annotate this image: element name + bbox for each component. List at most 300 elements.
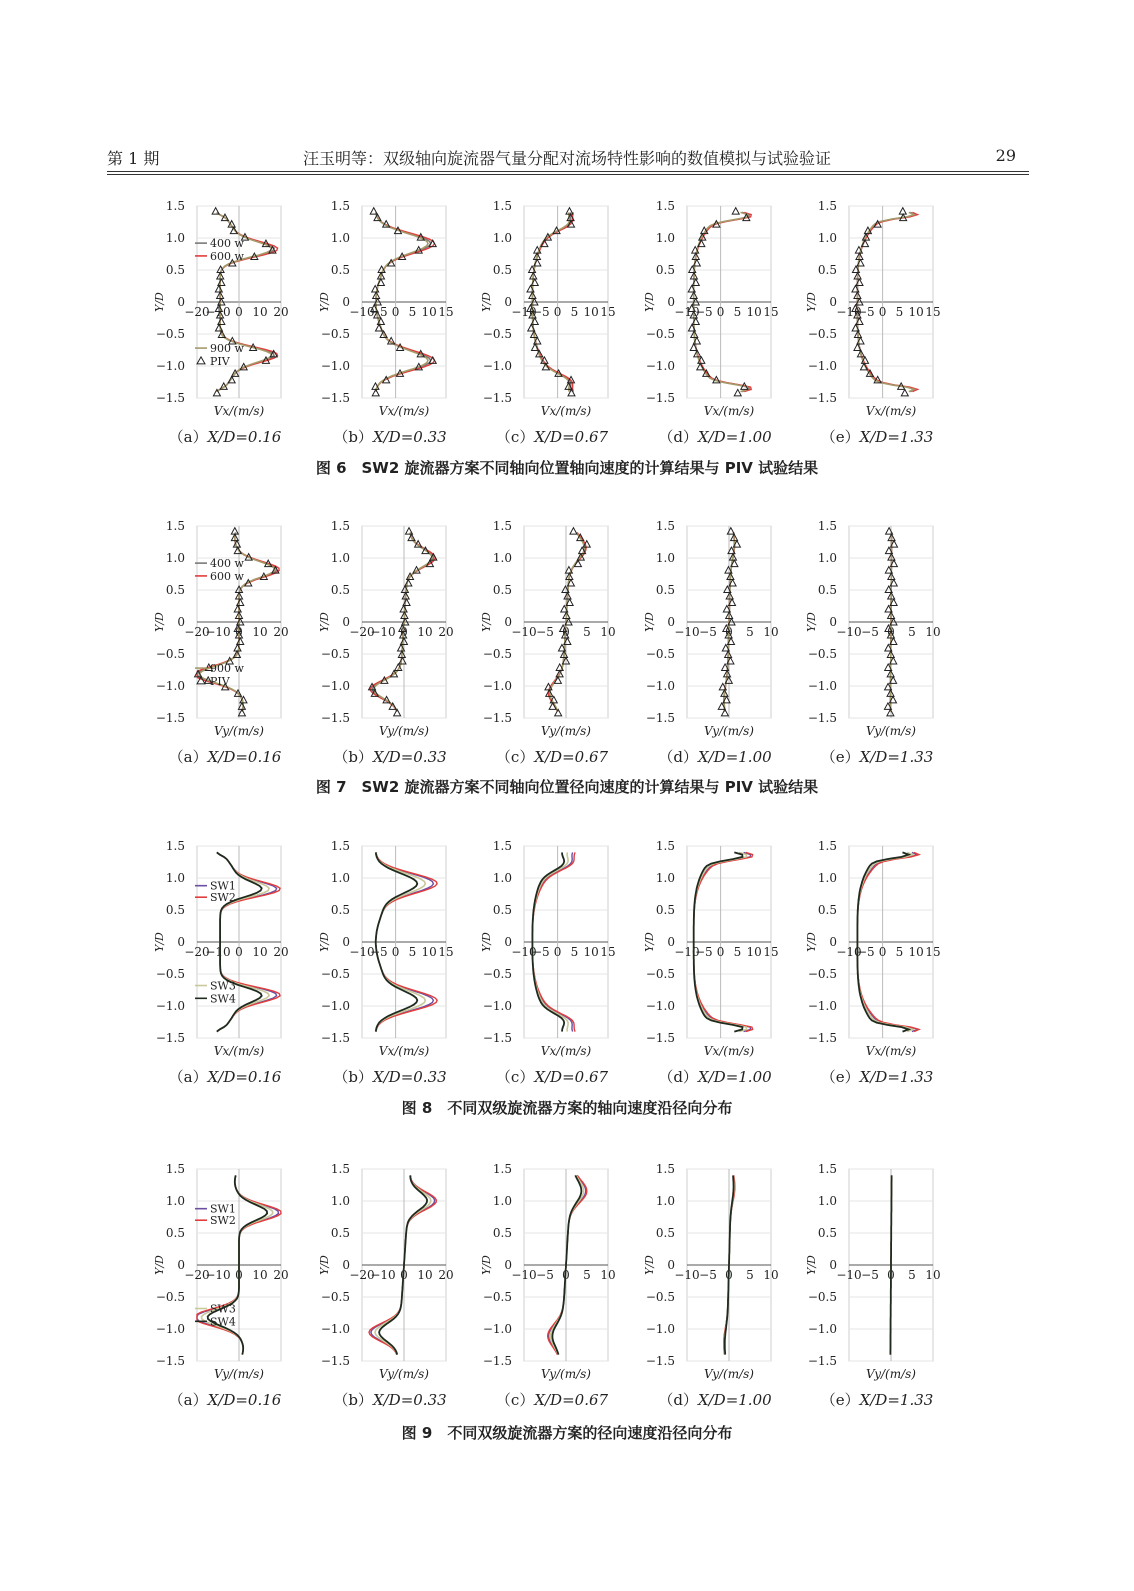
y-tick-label: 1.0 xyxy=(492,871,512,885)
x-tick-label: 0 xyxy=(878,305,887,319)
x-axis-label: Vy/(m/s) xyxy=(214,1367,264,1381)
x-tick-label: 15 xyxy=(438,305,454,319)
legend-label: SW1 xyxy=(210,879,236,893)
x-tick-label: 10 xyxy=(600,1268,616,1282)
y-tick-label: 1.5 xyxy=(492,839,512,853)
x-tick-label: 20 xyxy=(273,1268,289,1282)
x-tick-label: 20 xyxy=(438,625,454,639)
y-tick-label: −0.5 xyxy=(807,967,837,981)
x-tick-label: 0 xyxy=(553,945,562,959)
y-tick-label: 1.0 xyxy=(330,1194,350,1208)
piv-marker xyxy=(570,528,577,535)
y-tick-label: −1.0 xyxy=(482,359,512,373)
x-tick-label: 5 xyxy=(583,1268,591,1282)
x-tick-label: 5 xyxy=(733,305,742,319)
y-axis-label: Y/D xyxy=(643,1255,656,1275)
x-tick-label: 10 xyxy=(583,945,599,959)
y-tick-label: −0.5 xyxy=(320,327,350,341)
subplot-caption: （d）X/D=1.00 xyxy=(658,1391,772,1409)
x-tick-label: 0 xyxy=(725,625,733,639)
x-tick-label: −10 xyxy=(205,625,231,639)
y-tick-label: 0.5 xyxy=(492,583,512,597)
y-tick-label: 1.5 xyxy=(817,199,837,213)
figure-8-caption: 图 8 不同双级旋流器方案的轴向速度沿径向分布 xyxy=(401,1099,733,1117)
y-tick-label: −0.5 xyxy=(645,647,675,661)
y-tick-label: 1.0 xyxy=(492,1194,512,1208)
x-tick-label: −20 xyxy=(184,1268,210,1282)
panel-c xyxy=(480,839,616,1086)
x-tick-label: −20 xyxy=(349,1268,375,1282)
y-tick-label: 0.5 xyxy=(330,903,350,917)
x-tick-label: −10 xyxy=(836,625,862,639)
y-tick-label: 0 xyxy=(342,615,350,629)
x-tick-label: −5 xyxy=(694,305,713,319)
panel-b xyxy=(318,519,454,766)
legend-label: SW2 xyxy=(210,1214,236,1228)
x-axis-label: Vy/(m/s) xyxy=(541,724,591,738)
y-tick-label: 0 xyxy=(177,615,185,629)
panel-c xyxy=(480,519,616,766)
x-tick-label: 20 xyxy=(273,625,289,639)
y-tick-label: −0.5 xyxy=(155,1290,185,1304)
panel-e xyxy=(805,199,941,446)
x-tick-label: 0 xyxy=(716,945,725,959)
x-tick-label: −10 xyxy=(205,945,231,959)
x-tick-label: −20 xyxy=(184,305,210,319)
x-tick-label: −5 xyxy=(699,1268,717,1282)
x-tick-label: −10 xyxy=(511,625,537,639)
y-tick-label: −1.5 xyxy=(155,1354,185,1368)
subplot-caption: （d）X/D=1.00 xyxy=(658,428,772,446)
y-tick-label: 0.5 xyxy=(492,263,512,277)
y-axis-label: Y/D xyxy=(480,1255,493,1275)
y-tick-label: −0.5 xyxy=(807,1290,837,1304)
piv-marker xyxy=(401,586,408,593)
y-tick-label: −0.5 xyxy=(320,967,350,981)
y-tick-label: −1.0 xyxy=(807,999,837,1013)
legend-label: SW2 xyxy=(210,891,236,905)
x-axis-label: Vx/(m/s) xyxy=(213,404,265,418)
panel-d xyxy=(643,519,779,766)
x-tick-label: 15 xyxy=(925,305,941,319)
y-axis-label: Y/D xyxy=(643,612,656,632)
x-axis-label: Vy/(m/s) xyxy=(214,724,264,738)
piv-marker xyxy=(734,389,741,396)
y-tick-label: 0.5 xyxy=(817,1226,837,1240)
panel-e xyxy=(805,839,941,1086)
legend-label: SW3 xyxy=(210,1302,236,1316)
x-tick-label: −5 xyxy=(861,1268,879,1282)
y-tick-label: 0 xyxy=(829,295,837,309)
subplot-caption: （e）X/D=1.33 xyxy=(820,1391,934,1409)
x-tick-label: 0 xyxy=(716,305,725,319)
y-tick-label: 1.5 xyxy=(330,1162,350,1176)
y-tick-label: −1.5 xyxy=(320,391,350,405)
y-tick-label: −0.5 xyxy=(155,967,185,981)
x-axis-label: Vx/(m/s) xyxy=(865,1044,917,1058)
subplot-caption: （a）X/D=0.16 xyxy=(168,748,282,766)
subplot-caption: （b）X/D=0.33 xyxy=(333,1391,447,1409)
x-tick-label: 15 xyxy=(763,945,779,959)
y-tick-label: 0.5 xyxy=(330,1226,350,1240)
x-axis-label: Vy/(m/s) xyxy=(704,724,754,738)
x-tick-label: −10 xyxy=(205,305,231,319)
y-tick-label: 0 xyxy=(504,935,512,949)
y-tick-label: 1.0 xyxy=(817,551,837,565)
panel-d xyxy=(643,199,779,446)
y-tick-label: −1.0 xyxy=(155,999,185,1013)
x-tick-label: 0 xyxy=(235,1268,243,1282)
y-tick-label: 1.5 xyxy=(330,519,350,533)
y-tick-label: 1.0 xyxy=(330,551,350,565)
subplot-caption: （e）X/D=1.33 xyxy=(820,748,934,766)
legend-label: SW1 xyxy=(210,1202,236,1216)
y-tick-label: 1.0 xyxy=(817,231,837,245)
x-tick-label: 5 xyxy=(746,1268,754,1282)
y-tick-label: −1.0 xyxy=(155,679,185,693)
subplot-caption: （c）X/D=0.67 xyxy=(495,748,609,766)
y-tick-label: 0.5 xyxy=(655,263,675,277)
y-tick-label: −0.5 xyxy=(482,327,512,341)
y-tick-label: 0.5 xyxy=(655,583,675,597)
piv-marker xyxy=(732,208,739,215)
y-tick-label: 0 xyxy=(504,295,512,309)
x-tick-label: 10 xyxy=(252,1268,268,1282)
y-tick-label: −0.5 xyxy=(320,1290,350,1304)
x-tick-label: 20 xyxy=(273,305,289,319)
y-tick-label: 1.5 xyxy=(817,1162,837,1176)
y-tick-label: 0.5 xyxy=(492,1226,512,1240)
y-tick-label: −1.5 xyxy=(320,711,350,725)
piv-marker xyxy=(721,709,728,716)
subplot-caption: （b）X/D=0.33 xyxy=(333,1068,447,1086)
subplot-caption: （e）X/D=1.33 xyxy=(820,428,934,446)
subplot-caption: （d）X/D=1.00 xyxy=(658,1068,772,1086)
y-tick-label: −1.5 xyxy=(645,391,675,405)
x-tick-label: −5 xyxy=(699,625,717,639)
x-axis-label: Vy/(m/s) xyxy=(379,1367,429,1381)
x-tick-label: 10 xyxy=(763,625,779,639)
legend-label: 900 w xyxy=(210,342,244,356)
figure-7-caption: 图 7 SW2 旋流器方案不同轴向位置径向速度的计算结果与 PIV 试验结果 xyxy=(315,778,819,796)
x-tick-label: 10 xyxy=(925,625,941,639)
y-axis-label: Y/D xyxy=(318,292,331,312)
y-tick-label: −1.0 xyxy=(482,999,512,1013)
piv-marker xyxy=(215,286,222,293)
y-tick-label: −1.5 xyxy=(645,1031,675,1045)
x-axis-label: Vx/(m/s) xyxy=(540,404,592,418)
x-tick-label: −10 xyxy=(836,945,862,959)
x-tick-label: 10 xyxy=(583,305,599,319)
legend-label: SW3 xyxy=(210,979,236,993)
y-tick-label: 1.0 xyxy=(655,551,675,565)
x-tick-label: 0 xyxy=(562,1268,570,1282)
y-tick-label: −1.0 xyxy=(645,1322,675,1336)
y-tick-label: 0 xyxy=(829,1258,837,1272)
y-tick-label: −1.5 xyxy=(645,711,675,725)
x-tick-label: −10 xyxy=(370,625,396,639)
x-tick-label: 0 xyxy=(887,1268,895,1282)
y-tick-label: −0.5 xyxy=(482,647,512,661)
figure-8-plots xyxy=(0,830,1134,1090)
y-tick-label: 1.5 xyxy=(817,839,837,853)
piv-marker xyxy=(394,709,401,716)
y-tick-label: −1.0 xyxy=(645,679,675,693)
panel-d xyxy=(643,839,779,1086)
panel-a xyxy=(153,1162,289,1409)
x-tick-label: −5 xyxy=(369,945,388,959)
x-tick-label: −5 xyxy=(694,945,713,959)
y-tick-label: −1.0 xyxy=(320,1322,350,1336)
subplot-caption: （c）X/D=0.67 xyxy=(495,1391,609,1409)
panel-e xyxy=(805,519,941,766)
subplot-caption: （a）X/D=0.16 xyxy=(168,1068,282,1086)
y-tick-label: −1.5 xyxy=(807,391,837,405)
x-tick-label: 0 xyxy=(887,625,895,639)
x-tick-label: 0 xyxy=(878,945,887,959)
header-rule xyxy=(107,171,1029,172)
x-tick-label: 10 xyxy=(417,625,433,639)
y-tick-label: 0 xyxy=(342,295,350,309)
panel-c xyxy=(480,1162,616,1409)
x-tick-label: −10 xyxy=(349,945,375,959)
y-tick-label: 1.0 xyxy=(165,551,185,565)
x-tick-label: 10 xyxy=(908,305,924,319)
y-tick-label: −1.5 xyxy=(645,1354,675,1368)
piv-marker xyxy=(405,580,412,587)
x-tick-label: −10 xyxy=(674,945,700,959)
y-tick-label: 0.5 xyxy=(817,583,837,597)
figure-9-plots xyxy=(0,1153,1134,1415)
y-tick-label: 1.0 xyxy=(330,231,350,245)
x-tick-label: −10 xyxy=(836,1268,862,1282)
y-tick-label: 1.5 xyxy=(492,519,512,533)
x-tick-label: 10 xyxy=(252,945,268,959)
subplot-caption: （c）X/D=0.67 xyxy=(495,428,609,446)
x-tick-label: 15 xyxy=(763,305,779,319)
y-tick-label: −1.5 xyxy=(155,1031,185,1045)
y-axis-label: Y/D xyxy=(153,932,166,952)
y-tick-label: −1.0 xyxy=(320,999,350,1013)
legend-label: 600 w xyxy=(210,569,244,583)
y-tick-label: 1.5 xyxy=(655,839,675,853)
y-tick-label: −1.0 xyxy=(482,1322,512,1336)
y-tick-label: 0.5 xyxy=(165,903,185,917)
subplot-caption: （b）X/D=0.33 xyxy=(333,428,447,446)
y-tick-label: −1.0 xyxy=(155,1322,185,1336)
y-axis-label: Y/D xyxy=(805,1255,818,1275)
y-tick-label: −1.5 xyxy=(807,1031,837,1045)
x-tick-label: 0 xyxy=(391,945,400,959)
y-tick-label: −1.5 xyxy=(155,391,185,405)
legend-label: SW4 xyxy=(210,1315,236,1329)
figure-6-plots xyxy=(0,190,1134,450)
x-tick-label: 5 xyxy=(733,945,742,959)
x-tick-label: −20 xyxy=(184,945,210,959)
y-tick-label: −0.5 xyxy=(645,327,675,341)
y-tick-label: 1.0 xyxy=(817,1194,837,1208)
y-tick-label: 1.5 xyxy=(655,519,675,533)
figure-7-plots xyxy=(0,510,1134,768)
x-tick-label: 15 xyxy=(600,305,616,319)
x-axis-label: Vx/(m/s) xyxy=(865,404,917,418)
y-tick-label: 0 xyxy=(829,935,837,949)
piv-marker xyxy=(228,376,235,383)
y-tick-label: 0 xyxy=(504,1258,512,1272)
x-axis-label: Vx/(m/s) xyxy=(703,404,755,418)
series-line-SW4 xyxy=(890,1175,891,1354)
y-tick-label: 1.5 xyxy=(165,519,185,533)
x-tick-label: 20 xyxy=(438,1268,454,1282)
y-tick-label: 0.5 xyxy=(165,583,185,597)
panel-e xyxy=(805,1162,941,1409)
y-tick-label: 1.0 xyxy=(655,871,675,885)
y-tick-label: 1.5 xyxy=(330,839,350,853)
x-tick-label: 5 xyxy=(746,625,754,639)
x-tick-label: 10 xyxy=(252,305,268,319)
subplot-caption: （b）X/D=0.33 xyxy=(333,748,447,766)
x-tick-label: 5 xyxy=(895,305,904,319)
x-axis-label: Vy/(m/s) xyxy=(379,724,429,738)
y-tick-label: 0.5 xyxy=(165,1226,185,1240)
y-tick-label: −0.5 xyxy=(482,967,512,981)
y-tick-label: 1.0 xyxy=(655,231,675,245)
y-axis-label: Y/D xyxy=(318,932,331,952)
x-tick-label: 20 xyxy=(273,945,289,959)
y-axis-label: Y/D xyxy=(480,932,493,952)
piv-marker xyxy=(215,324,222,331)
piv-marker xyxy=(218,279,225,286)
x-tick-label: 10 xyxy=(417,1268,433,1282)
y-tick-label: 1.0 xyxy=(492,551,512,565)
y-tick-label: 1.5 xyxy=(492,1162,512,1176)
x-tick-label: −5 xyxy=(369,305,388,319)
x-tick-label: −10 xyxy=(511,1268,537,1282)
y-tick-label: 0 xyxy=(342,935,350,949)
x-tick-label: 0 xyxy=(562,625,570,639)
x-tick-label: −10 xyxy=(674,305,700,319)
x-tick-label: 10 xyxy=(600,625,616,639)
x-tick-label: −5 xyxy=(856,945,875,959)
x-tick-label: 5 xyxy=(570,945,579,959)
panel-b xyxy=(318,839,454,1086)
x-tick-label: 0 xyxy=(400,1268,408,1282)
y-tick-label: −1.5 xyxy=(320,1031,350,1045)
y-tick-label: −1.5 xyxy=(807,711,837,725)
piv-marker xyxy=(901,389,908,396)
y-tick-label: 0 xyxy=(667,1258,675,1272)
legend-label: 600 w xyxy=(210,249,244,263)
x-tick-label: −5 xyxy=(531,945,550,959)
x-tick-label: −5 xyxy=(536,1268,554,1282)
y-tick-label: 0 xyxy=(177,295,185,309)
x-tick-label: 0 xyxy=(235,945,243,959)
legend-piv-marker xyxy=(197,357,205,364)
y-tick-label: −0.5 xyxy=(645,967,675,981)
y-tick-label: −0.5 xyxy=(155,327,185,341)
x-tick-label: 10 xyxy=(252,625,268,639)
x-tick-label: 10 xyxy=(421,945,437,959)
y-tick-label: 0 xyxy=(667,295,675,309)
y-axis-label: Y/D xyxy=(153,292,166,312)
x-tick-label: 10 xyxy=(908,945,924,959)
y-tick-label: −1.0 xyxy=(320,679,350,693)
y-tick-label: 1.5 xyxy=(165,1162,185,1176)
x-tick-label: 15 xyxy=(600,945,616,959)
x-tick-label: 15 xyxy=(925,945,941,959)
legend-label: SW4 xyxy=(210,992,236,1006)
y-tick-label: −1.5 xyxy=(155,711,185,725)
y-tick-label: −1.0 xyxy=(320,359,350,373)
x-tick-label: −10 xyxy=(511,305,537,319)
y-tick-label: 0.5 xyxy=(330,583,350,597)
y-tick-label: 1.0 xyxy=(655,1194,675,1208)
y-tick-label: 0 xyxy=(667,935,675,949)
x-tick-label: 5 xyxy=(908,625,916,639)
legend-label: PIV xyxy=(210,674,230,688)
y-tick-label: 0 xyxy=(667,615,675,629)
x-tick-label: 10 xyxy=(925,1268,941,1282)
y-tick-label: −1.0 xyxy=(155,359,185,373)
panel-c xyxy=(480,199,616,446)
x-tick-label: −5 xyxy=(531,305,550,319)
y-axis-label: Y/D xyxy=(805,292,818,312)
x-tick-label: 10 xyxy=(746,945,762,959)
subplot-caption: （c）X/D=0.67 xyxy=(495,1068,609,1086)
figure-6-caption: 图 6 SW2 旋流器方案不同轴向位置轴向速度的计算结果与 PIV 试验结果 xyxy=(315,459,819,477)
x-axis-label: Vx/(m/s) xyxy=(540,1044,592,1058)
y-axis-label: Y/D xyxy=(318,612,331,632)
x-tick-label: −10 xyxy=(836,305,862,319)
x-tick-label: 0 xyxy=(553,305,562,319)
y-tick-label: 1.0 xyxy=(165,871,185,885)
y-tick-label: 1.0 xyxy=(165,1194,185,1208)
x-tick-label: −10 xyxy=(205,1268,231,1282)
x-tick-label: −5 xyxy=(856,305,875,319)
x-tick-label: −20 xyxy=(184,625,210,639)
y-tick-label: 1.0 xyxy=(817,871,837,885)
panel-d xyxy=(643,1162,779,1409)
piv-marker xyxy=(372,389,379,396)
y-tick-label: 1.5 xyxy=(817,519,837,533)
x-tick-label: 10 xyxy=(746,305,762,319)
piv-marker xyxy=(887,709,894,716)
y-tick-label: −1.5 xyxy=(320,1354,350,1368)
y-axis-label: Y/D xyxy=(153,612,166,632)
piv-marker xyxy=(212,208,219,215)
y-tick-label: 0.5 xyxy=(817,903,837,917)
y-tick-label: 1.0 xyxy=(492,231,512,245)
subplot-caption: （a）X/D=0.16 xyxy=(168,1391,282,1409)
subplot-caption: （a）X/D=0.16 xyxy=(168,428,282,446)
panel-a xyxy=(153,519,289,766)
header-rule xyxy=(107,174,1029,175)
x-tick-label: 5 xyxy=(583,625,591,639)
x-tick-label: 0 xyxy=(400,625,408,639)
y-tick-label: 1.5 xyxy=(655,1162,675,1176)
x-tick-label: 5 xyxy=(908,1268,916,1282)
y-tick-label: −0.5 xyxy=(482,1290,512,1304)
piv-marker xyxy=(234,547,241,554)
y-tick-label: 1.5 xyxy=(492,199,512,213)
y-tick-label: −1.5 xyxy=(482,391,512,405)
piv-marker xyxy=(237,599,244,606)
y-tick-label: 1.0 xyxy=(330,871,350,885)
x-tick-label: 0 xyxy=(391,305,400,319)
piv-marker xyxy=(727,528,734,535)
x-tick-label: 5 xyxy=(895,945,904,959)
y-tick-label: 1.5 xyxy=(655,199,675,213)
